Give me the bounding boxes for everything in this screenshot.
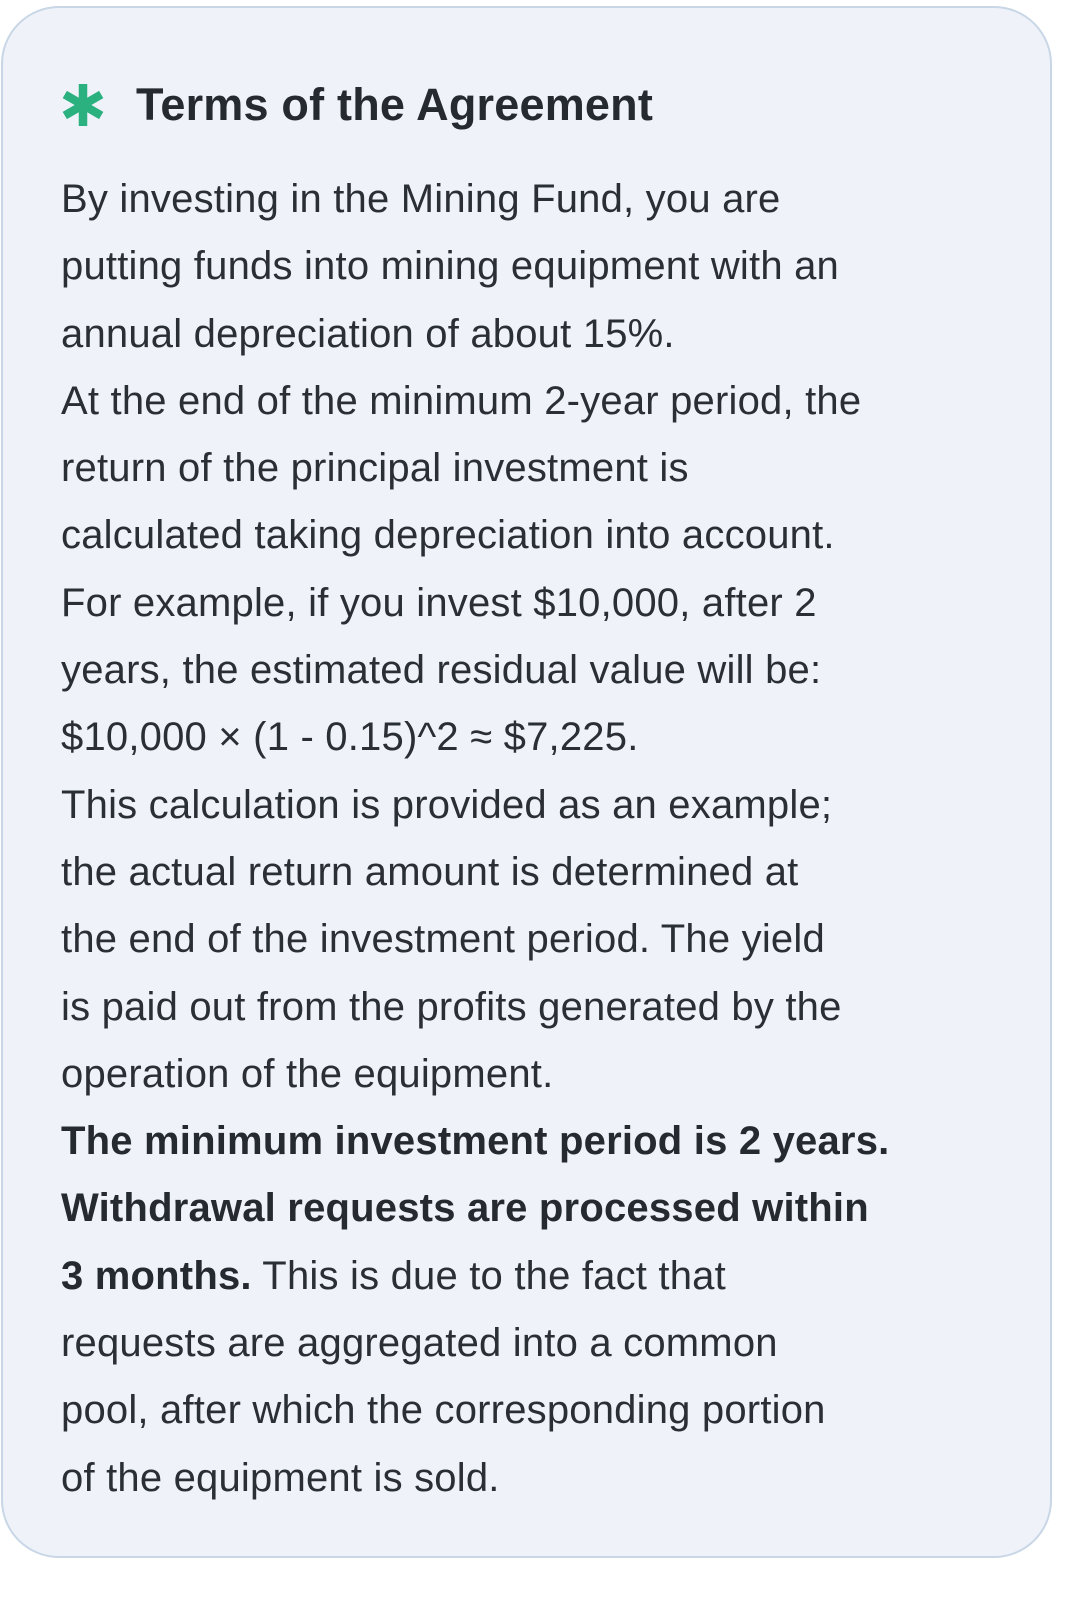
terms-body — [61, 166, 1021, 1512]
terms-line: operation of the equipment. — [61, 1051, 554, 1096]
mixed-terms-line — [61, 1243, 1021, 1310]
terms-line: return of the principal investment is — [61, 446, 689, 491]
regular-fragment: This is due to the fact that — [251, 1253, 726, 1298]
terms-line: the actual return amount is determined at — [61, 849, 799, 894]
terms-line: calculated taking depreciation into account. — [61, 513, 835, 558]
terms-line: years, the estimated residual value will be: — [61, 648, 822, 693]
terms-line: the end of the investment period. The yield — [61, 917, 825, 962]
terms-line: of the equipment is sold. — [61, 1455, 500, 1500]
bold-terms-line: The minimum investment period is 2 years. — [61, 1119, 890, 1164]
card-title: Terms of the Agreement — [136, 79, 653, 130]
terms-line: putting funds into mining equipment with an — [61, 244, 839, 289]
terms-line: is paid out from the profits generated by the — [61, 984, 842, 1029]
terms-line: annual depreciation of about 15%. — [61, 311, 675, 356]
terms-line: By investing in the Mining Fund, you are — [61, 177, 781, 221]
terms-line: requests are aggregated into a common — [61, 1321, 778, 1366]
terms-line: pool, after which the corresponding portion — [61, 1388, 826, 1433]
bold-terms-line: Withdrawal requests are processed within — [61, 1186, 869, 1231]
asterisk-icon — [60, 82, 106, 128]
terms-line: At the end of the minimum 2-year period, the — [61, 378, 862, 423]
bold-fragment: 3 months. — [61, 1253, 252, 1298]
terms-line: For example, if you invest $10,000, after 2 — [61, 580, 817, 625]
formula-line: $10,000 × (1 - 0.15)^2 ≈ $7,225. — [61, 715, 639, 760]
terms-card — [1, 6, 1052, 1558]
terms-line: This calculation is provided as an example; — [61, 782, 833, 827]
card-header — [60, 70, 653, 140]
